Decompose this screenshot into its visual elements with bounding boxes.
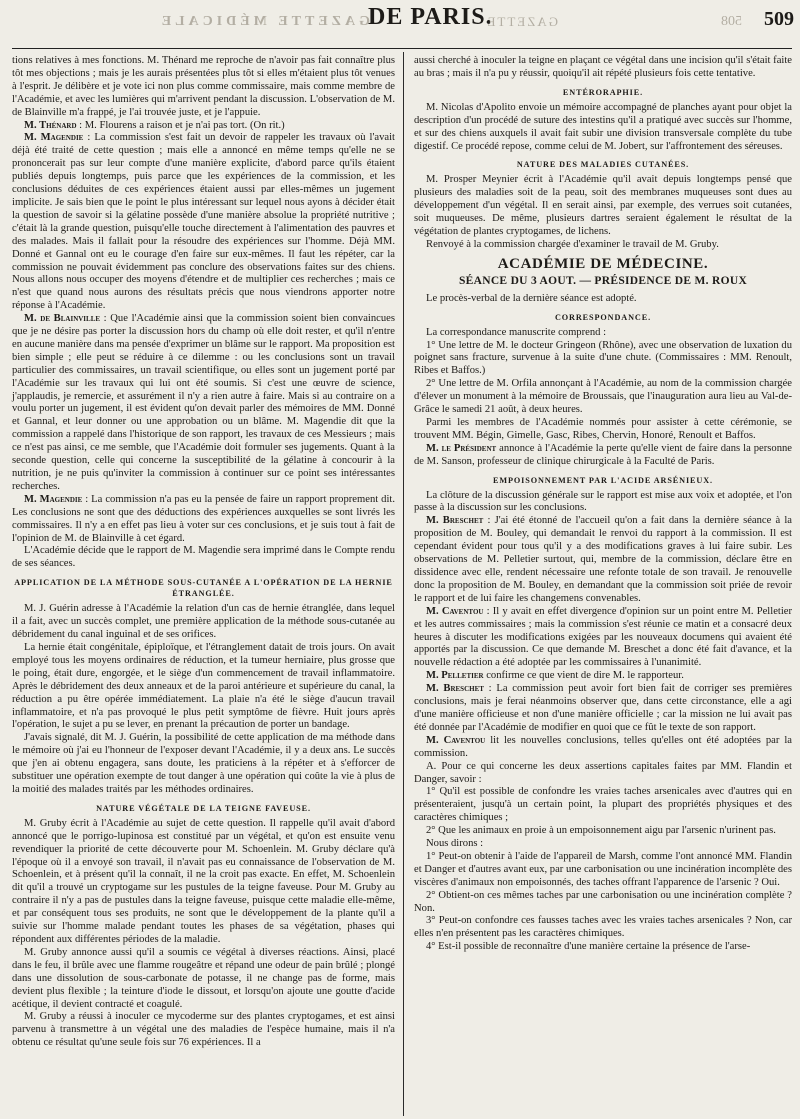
speech-text: confirme ce que vient de dire M. le rapporteur. [483,670,684,682]
paragraph: 1° Qu'il est possible de confondre les vraies taches arsenicales avec d'autres qui en présenteraient, jusqu'à un certain point, la plupart des propriétés physiques et des caractères chimiques ; [414,786,792,824]
column-divider [403,52,404,1116]
paragraph: La correspondance manuscrite comprend : [426,326,607,338]
section-heading: ENTÉRORAPHIE. [562,87,644,97]
speaker-name: M. de Blainville [24,313,101,325]
paragraph: La clôture de la discussion générale sur le rapport est mise aux voix et adoptée, et l'on passe à la discussion sur les conclusions. [414,489,792,514]
left-column [12,55,395,1117]
paragraph [414,683,792,735]
paragraph: La hernie était congénitale, épiploïque, et l'étranglement datait de trois jours. On avait employé tous les moyens ordinaires de réduction, et la tumeur herniaire, plus grosse que le poing, était dure, engorgée, et le siège d'un commencement de travail inflammatoire. Après le débridement des deux anneaux et de la paroi antérieure et supérieure du canal, la réduction a pu être opérée immédiatement. La plaie n'a été le siège d'aucun travail inflammatoire, et n'a pas provoqué le plus petit symptôme de fièvre. Huit jours après l'opération, le sujet a pu se lever, en prenant la précaution de porter un bandage. [12,641,395,731]
speaker-name: M. le Président [426,442,497,454]
paragraph: 2° Que les animaux en proie à un empoisonnement aigu par l'arsenic n'urinent pas. [426,825,776,837]
section-heading: EMPOISONNEMENT PAR L'ACIDE ARSÉNIEUX. [493,475,713,485]
paragraph [414,670,792,683]
paragraph: aussi cherché à inoculer la teigne en plaçant ce végétal dans une incision qu'il s'était faite au bras ; mais il n'a pu y réussir, quoiqu'il ait répété plusieurs fois cette tentative. [414,55,792,79]
paragraph: 4° Est-il possible de reconnaître d'une manière certaine la présence de l'arse- [426,941,751,953]
paragraph: L'Académie décide que le rapport de M. Magendie sera imprimé dans le Compte rendu de ses séances. [12,545,395,570]
paragraph: M. Prosper Meynier écrit à l'Académie qu'il avait depuis longtemps pensé que plusieurs des maladies soit de la peau, soit des membranes muqueuses sont dues au développement d'un végétal. Il en serait ainsi, par exemple, des verrues soit cutanées, soit muqueuses. De même, plusieurs dartres seraient également le résultat de la végétation de plantes cryptogames, de lichens. [414,174,792,238]
page-header [0,0,800,42]
section-heading: NATURE VÉGÉTALE DE LA TEIGNE FAVEUSE. [96,803,311,813]
show-through-page-number: 508 [721,14,742,29]
speaker-name: M. Magendie [24,493,83,505]
paragraph: A. Pour ce qui concerne les deux assertions capitales faites par MM. Flandin et Danger, savoir : [414,760,792,785]
speech-text: : Il y avait en effet divergence d'opinion sur un point entre M. Pelletier et les autres commissaires ; mais la commission s'est réunie ce matin et a consacré deux heures à discuter les modifications exigées par les nouveaux documens qui avaient été apportés par la discussion. Ce que demande M. Breschet a donc été fait d'avance, et la nouvelle rédaction a été adoptée par les commissaires à l'unanimité. [414,605,793,669]
paragraph: Parmi les membres de l'Académie nommés pour assister à cette cérémonie, se trouvent MM. Bégin, Gimelle, Gasc, Ribes, Chervin, Honoré, Renoult et Baffos. [414,416,792,441]
paragraph: 2° Obtient-on ces mêmes taches par une carbonisation ou une incinération complète ? Non. [414,889,792,914]
speaker-name: M. Thénard [24,119,77,131]
paragraph [12,132,395,313]
paragraph: M. Gruby a réussi à inoculer ce mycoderme sur des plantes cryptogames, et est ainsi parvenu à transmettre à un végétal une des maladies de l'espèce humaine, mais il n'a obtenu ce résultat qu'une seule fois sur 76 expériences. Il a [12,1011,395,1049]
paragraph: 3° Peut-on confondre ces fausses taches avec les vraies taches arsenicales ? Non, car elles n'en présentent pas les caractères chimiques. [414,915,792,940]
speaker-name: M. Magendie [24,132,84,144]
paragraph [414,515,792,605]
speech-text: : La commission s'est fait un devoir de rappeler les travaux où l'avait déjà été traité de cette question ; mais elle a annoncé en même temps qu'elle ne se prononcerait pas sur leur compte d'une manière explicite, d'abord parce qu'ils étaient publiés depuis longtemps, puis parce que les expériences de la commission, et les conclusions déduites de ces expériences étaient aussi par elles-mêmes un jugement implicite. Je sais bien que le point le plus intéressant sur lequel nous ayons à décider était la question de savoir si la gélatine possède d'une manière absolue la propriété nutritive ; c'était là la grande question, puisqu'elle touche directement à l'alimentation des pauvres et des malades. Mais il fallait pour la résoudre des expériences sur l'homme. Déjà MM. Donné et Gannal ont eu le courage d'en faire sur eux-mêmes. Il faut les répéter, car la commission ne pouvait évidemment pas conclure des observations faites sur des chiens. Nous allons nous occuper des moyens d'étendre et de multiplier ces recherches ; mais ce n'est que quand nous aurons des résultats précis que nous viendrons apporter notre réponse à l'Académie. [12,132,395,312]
paragraph: J'avais signalé, dit M. J. Guérin, la possibilité de cette application de ma méthode dans le mémoire où j'ai eu l'honneur de l'exposer devant l'Académie, il y a deux ans. Le succès que j'en ai obtenu engagera, sans doute, les praticiens à la répéter et à s'efforcer de substituer une opération exempte de tout danger à une opération qui coûte la vie à plus de la moitié des malades traités par les méthodes ordinaires. [12,732,395,795]
paragraph: M. Gruby annonce aussi qu'il a soumis ce végétal à diverses réactions. Ainsi, placé dans le feu, il brûle avec une flamme rougeâtre et répand une odeur de pain brûlé ; plongé dans une dissolution de sous-carbonate de potasse, il ne change pas de forme, mais devient plus flexible ; la teinture d'iode le dissout, et lorsqu'on ajoute une goutte d'acide acétique, il devient contracté et coagulé. [12,946,395,1010]
paragraph [12,120,395,133]
paragraph [414,735,792,761]
session-heading: SÉANCE DU 3 AOUT. — PRÉSIDENCE DE M. ROUX [458,274,748,287]
speech-text: : M. Flourens a raison et je n'ai pas tort. (On rit.) [76,119,285,131]
paragraph: Le procès-verbal de la dernière séance est adopté. [426,292,637,304]
show-through-text-left: GAZETTE MÉDICALE [157,14,370,29]
paragraph: M. Gruby écrit à l'Académie au sujet de cette question. Il rappelle qu'il avait d'abord annoncé que le porrigo-lupinosa est constitué par un végétal, et qu'on est ensuite venu revendiquer la priorité de cette découverte pour M. Schoenlein. M. Gruby déclare qu'à l'époque où il a envoyé son travail, il n'avait pas eu connaissance de l'observation de M. Schoenlein, et à présent qu'il la connaît, il ne la croit pas exacte. En effet, M. Schoenlein dit qu'il a trouvé un cryptogame sur les pustules de la teigne faveuse. Pour M. Gruby au contraire il n'y a pas de pustules dans la teigne faveuse, puisque cette maladie elle-même, et par conséquent tous ses produits, ne sont que le développement de la plante qu'il a suivie sur l'homme malade pendant toutes les phases de sa végétation, phases qui répondent aux différentes périodes de la maladie. [12,817,395,945]
speech-text: annonce à l'Académie la perte qu'elle vient de faire dans la personne de M. Sanson, professeur de clinique chirurgicale à la Faculté de Paris. [414,442,792,467]
paragraph: 2° Une lettre de M. Orfila annonçant à l'Académie, au nom de la commission chargée d'élever un monument à la mémoire de Broussais, que l'inauguration aura lieu au Val-de-Grâce le samedi 21 août, à deux heures. [414,378,792,416]
paragraph: Renvoyé à la commission chargée d'examiner le travail de M. Gruby. [426,238,719,250]
section-heading: NATURE DES MALADIES CUTANÉES. [516,160,690,170]
header-rule [12,48,792,49]
speech-text: : Que l'Académie ainsi que la commission soient bien convaincues que je ne désire pas porter la discussion hors du champ où elle doit rester, et qu'il n'entre en aucune manière dans ma pensée d'exprimer un blâme sur le rapport. Ma proposition est bien simple ; elle peut se réduire à ce dilemme : ou les conclusions sont un travail particulier des commissaires, un travail scientifique, ou elles sont un jugement porté par l'Académie sur les travaux qui lui ont été soumis. Si c'est une œuvre de science, j'applaudis, je remercie, et assurément il n'y a rien autre à faire. Mais si au contraire on a voulu porter un jugement, il est évident qu'on devait parler des mémoires de MM. Donné et Gannal, et leur donner ou une approbation ou un blâme. M. Magendie dit que la commission a rappelé dans l'historique de son rapport, les travaux de ces Messieurs ; mais ce n'est pas ainsi, ce me semble, que l'Académie doit formuler ses jugements. Quant à la seconde question, celle qui concerne la susceptibilité de la gélatine à concourir à la nutrition, je ne puis qu'inviter la commission à continuer sur ce point ses intéressantes recherches. [12,313,395,492]
paragraph: M. Nicolas d'Apolito envoie un mémoire accompagné de planches ayant pour objet la description d'un procédé de suture des intestins qu'il a pratiqué avec succès sur l'homme, et sur des chiens auxquels il avait fait subir une division transversale complète du tube digestif. Ce procédé repose, comme celui de M. Jobert, sur l'affrontement des séreuses. [414,101,792,152]
section-heading: CORRESPONDANCE. [554,312,652,322]
running-title: DE PARIS. [368,4,493,30]
speech-text: : La commission peut avoir fort bien fait de corriger ses premières conclusions, mais je ferai néanmoins observer que, dans cette circonstance, elle a agi d'une manière officieuse et non d'une manière officielle ; car la mission ne lui avait pas été donnée par l'Académie de modifier en quoi que ce fût le texte de son rapport. [414,683,792,733]
show-through-text-right: GAZETTE [485,14,558,29]
speaker-name: M. Breschet [426,515,484,527]
paragraph [12,313,395,494]
speech-text: : La commission n'a pas eu la pensée de faire un rapport proprement dit. Les conclusions ne sont que des déductions des expériences auxquelles se sont livrés les commissaires. Il n'y a en effet pas lieu à voter sur ces conclusions, et je suis tout à fait de l'opinion de M. de Blainville à cet égard. [12,493,395,544]
paragraph: 1° Peut-on obtenir à l'aide de l'appareil de Marsh, comme l'ont annoncé MM. Flandin et Danger et d'autres avant eux, par une carbonisation ou une incinération incomplète des viscères d'animaux non empoisonnés, des taches offrant l'apparence de l'arsenic ? Oui. [414,850,792,888]
paragraph: M. J. Guérin adresse à l'Académie la relation d'un cas de hernie étranglée, dans lequel il a fait, avec un succès complet, une première application de la méthode sous-cutanée au débridement du canal inguinal et de ses orifices. [12,603,395,641]
section-heading: APPLICATION DE LA MÉTHODE SOUS-CUTANÉE A L'OPÉRATION DE LA HERNIE ÉTRANGLÉE. [14,578,393,599]
academy-heading: ACADÉMIE DE MÉDECINE. [497,255,709,272]
speaker-name: M. Pelletier [426,670,484,682]
right-column [414,55,792,1117]
paragraph [414,606,792,671]
speaker-name: M. Breschet [426,683,484,695]
paragraph: tions relatives à mes fonctions. M. Thénard me reproche de n'avoir pas fait connaître plus tôt mes objections ; mais je les aurais présentées plus tôt si elles m'étaient plus tôt venues à l'esprit. Je délibère et je vote ici non plus comme commissaire, mais comme membre de l'Académie, et avec les lumières qui m'arrivent pendant la discussion. L'observation de M. de Blainville m'a frappé, je l'ai trouvée juste, et je l'appuie. [12,55,395,118]
speaker-name: M. Caventou [426,605,484,617]
paragraph [414,443,792,469]
page-number: 509 [764,8,794,30]
paragraph: 1° Une lettre de M. le docteur Gringeon (Rhône), avec une observation de luxation du poignet sans fracture, survenue à la suite d'une chute. (Commissaires : MM. Renoult, Ribes et Baffos.) [414,339,792,377]
paragraph [12,494,395,546]
speech-text: : J'ai été étonné de l'accueil qu'on a fait dans la dernière séance à la proposition de M. Bouley, qui demandait le renvoi du rapport à la commission. Il est cependant évident pour tous qu'il y a des modifications graves à lui faire subir. Les observations de M. Pelletier surtout, qui, membre de la commission, déclare être en dissidence avec elle, rendent nécessaire une refonte totale de son travail. Je renouvelle donc la proposition de M. Bouley, en demandant que la commission soit priée de revoir le rapport et de lui faire les changemens convenables. [414,515,792,604]
speech-text: lit les nouvelles conclusions, telles qu'elles ont été adoptées par la commission. [414,734,792,759]
speaker-name: M. Caventou [426,734,486,746]
paragraph: Nous dirons : [426,838,484,850]
